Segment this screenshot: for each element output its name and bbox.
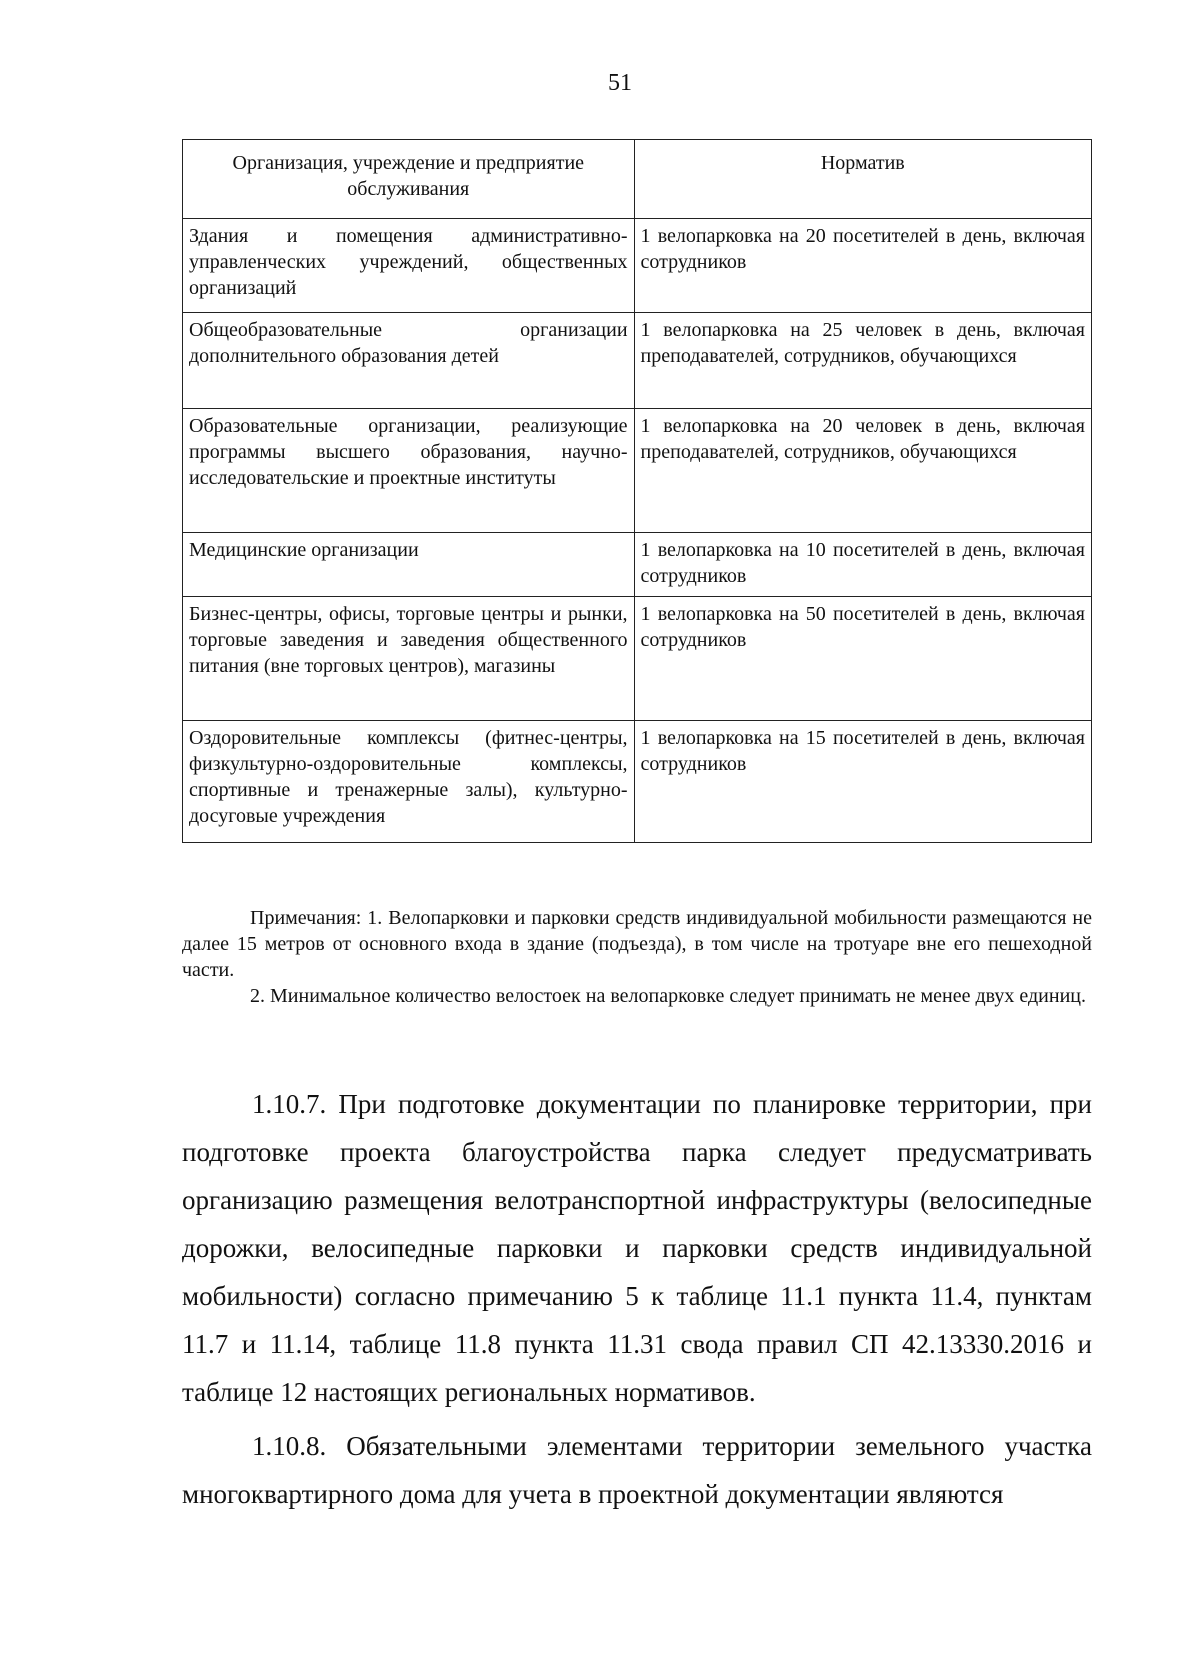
organization-cell: Здания и помещения административно-управленческих учреждений, общественных организаций bbox=[183, 219, 635, 313]
organization-cell: Образовательные организации, реализующие программы высшего образования, научно-исследовательские и проектные институты bbox=[183, 409, 635, 533]
note-2: 2. Минимальное количество велостоек на велопарковке следует принимать не менее двух единиц. bbox=[250, 985, 1086, 1007]
organization-cell: Общеобразовательные организации дополнительного образования детей bbox=[183, 313, 635, 409]
norm-cell: 1 велопарковка на 15 посетителей в день, включая сотрудников bbox=[634, 721, 1091, 843]
note-1: Примечания: 1. Велопарковки и парковки средств индивидуальной мобильности размещаются не далее 15 метров от основного входа в здание (подъезда), в том числе на тротуаре вне его пешеходной части. bbox=[182, 907, 1092, 981]
table-row bbox=[183, 597, 1092, 721]
table-row bbox=[183, 409, 1092, 533]
bicycle-parking-norms-table bbox=[182, 139, 1092, 843]
norm-cell: 1 велопарковка на 25 человек в день, включая преподавателей, сотрудников, обучающихся bbox=[634, 313, 1091, 409]
table-header-row bbox=[183, 140, 1092, 219]
norm-cell: 1 велопарковка на 20 человек в день, включая преподавателей, сотрудников, обучающихся bbox=[634, 409, 1091, 533]
organization-cell: Оздоровительные комплексы (фитнес-центры, физкультурно-оздоровительные комплексы, спортивные и тренажерные залы), культурно-досуговые учреждения bbox=[183, 721, 635, 843]
table-row bbox=[183, 533, 1092, 597]
paragraph-1-10-8: 1.10.8. Обязательными элементами территории земельного участка многоквартирного дома для учета в проектной документации являются bbox=[182, 1431, 1092, 1509]
table-row bbox=[183, 721, 1092, 843]
table-row bbox=[183, 219, 1092, 313]
table-notes bbox=[182, 905, 1092, 1009]
norm-cell: 1 велопарковка на 20 посетителей в день, включая сотрудников bbox=[634, 219, 1091, 313]
organization-cell: Медицинские организации bbox=[183, 533, 635, 597]
norm-cell: 1 велопарковка на 50 посетителей в день, включая сотрудников bbox=[634, 597, 1091, 721]
table-row bbox=[183, 313, 1092, 409]
organization-cell: Бизнес-центры, офисы, торговые центры и рынки, торговые заведения и заведения общественного питания (вне торговых центров), магазины bbox=[183, 597, 635, 721]
paragraph-1-10-7: 1.10.7. При подготовке документации по планировке территории, при подготовке проекта благоустройства парка следует предусматривать организацию размещения велотранспортной инфраструктуры (велосипедные дорожки, велосипедные парковки и парковки средств индивидуальной мобильности) согласно примечанию 5 к таблице 11.1 пункта 11.4, пунктам 11.7 и 11.14, таблице 11.8 пункта 11.31 свода правил СП 42.13330.2016 и таблице 12 настоящих региональных нормативов. bbox=[182, 1089, 1092, 1407]
column-header-organization: Организация, учреждение и предприятие обслуживания bbox=[183, 140, 635, 219]
column-header-norm: Норматив bbox=[634, 140, 1091, 219]
body-text bbox=[182, 1080, 1092, 1524]
page-number: 51 bbox=[608, 70, 632, 96]
norm-cell: 1 велопарковка на 10 посетителей в день, включая сотрудников bbox=[634, 533, 1091, 597]
